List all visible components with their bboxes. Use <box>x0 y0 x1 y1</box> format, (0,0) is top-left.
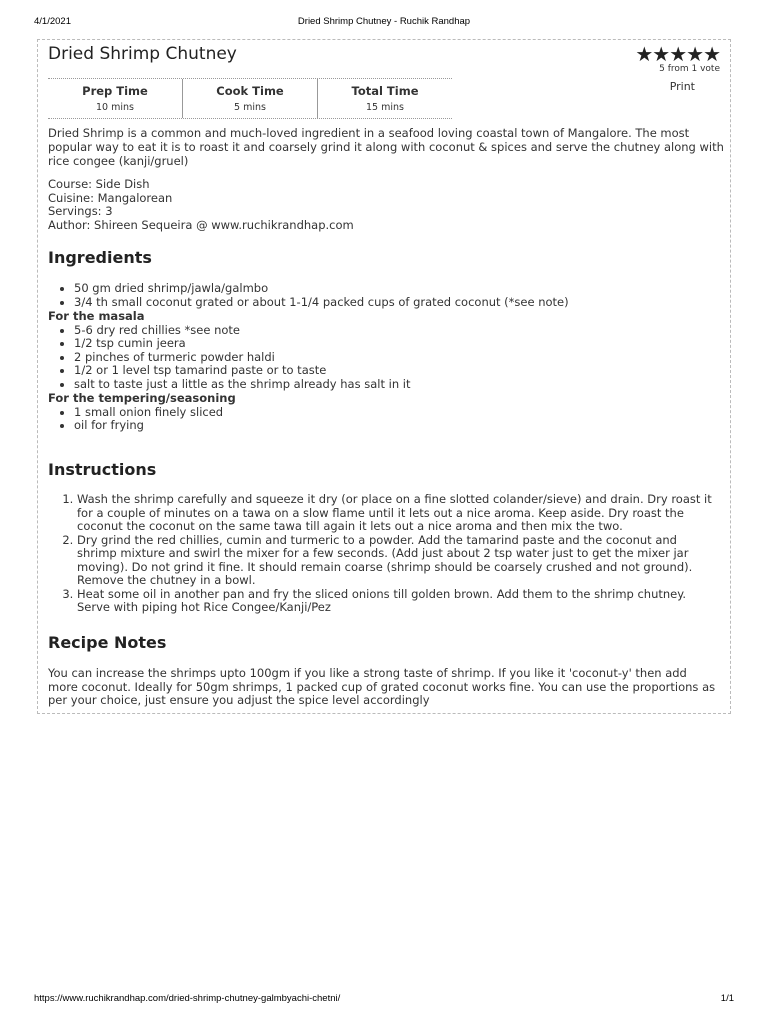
prep-time <box>48 79 182 118</box>
instructions-list <box>48 493 718 615</box>
list-item: • 3/4 th small coconut grated or about 1-1/4 packed cups of grated coconut (*see note) <box>74 296 718 310</box>
recipe-notes: You can increase the shrimps upto 100gm if you like a strong taste of shrimp. If you like it 'coconut-y' then add more coconut. Ideally for 50gm shrimps, 1 packed cup of grated coconut works fine. You can use the proportions as per your choice, just ensure you adjust the spice level accordingly <box>48 666 716 707</box>
rating-text: 5 from 1 vote <box>659 64 720 74</box>
course: Course: Side Dish <box>48 177 150 191</box>
ingredient-group-name: For the masala <box>48 309 145 323</box>
recipe-meta <box>48 178 354 232</box>
recipe-notes-heading: Recipe Notes <box>48 633 167 652</box>
cook-time <box>182 79 317 118</box>
list-item: • 1/2 tsp cumin jeera <box>74 337 718 351</box>
instruction-step: 2. Dry grind the red chillies, cumin and turmeric to a powder. Add the tamarind paste and the coconut and shrimp mixture and swirl the mixer for a few seconds. (Add just about 2 tsp water just to get the mixer jar moving). Do not grind it fine. It should remain coarse (shrimp should be coarsely crushed and not ground). Remove the chutney in a bowl. <box>77 534 718 588</box>
list-item: • 1/2 or 1 level tsp tamarind paste or to taste <box>74 364 718 378</box>
list-item: • 5-6 dry red chillies *see note <box>74 324 718 338</box>
instructions-heading: Instructions <box>48 460 157 479</box>
recipe-title: Dried Shrimp Chutney <box>48 44 237 64</box>
star-rating-icon[interactable]: ★★★★★ <box>635 42 720 66</box>
time-label: Cook Time <box>216 84 284 98</box>
ingredients-list <box>48 282 718 433</box>
instruction-step: 3. Heat some oil in another pan and fry the sliced onions till golden brown. Add them to the shrimp chutney. Serve with piping hot Rice Congee/Kanji/Pez <box>77 588 718 615</box>
list-item: • 2 pinches of turmeric powder haldi <box>74 351 718 365</box>
recipe-times <box>48 78 452 119</box>
time-value: 10 mins <box>96 102 134 113</box>
rating <box>630 42 720 74</box>
recipe-summary: Dried Shrimp is a common and much-loved ingredient in a seafood loving coastal town of Mangalore. The most popular way to eat it is to roast it and coarsely grind it along with coconut & spices and serve the chutney along with rice congee (kanji/gruel) <box>48 126 724 168</box>
print-document-title: Dried Shrimp Chutney - Ruchik Randhap <box>297 16 471 27</box>
time-label: Prep Time <box>82 84 148 98</box>
instruction-step: 1. Wash the shrimp carefully and squeeze it dry (or place on a fine slotted colander/sieve) and drain. Dry roast it for a couple of minutes on a tawa on a slow flame until it lets out a nice aroma. Keep aside. Dry roast the coconut the coconut on the same tawa till again it lets out a nice aroma and then mix the two. <box>77 493 718 534</box>
cuisine: Cuisine: Mangalorean <box>48 190 173 205</box>
total-time <box>317 79 452 118</box>
list-item: • 50 gm dried shrimp/jawla/galmbo <box>74 282 718 296</box>
print-button[interactable]: Print <box>669 80 695 93</box>
print-header <box>34 16 734 30</box>
page-count: 1/1 <box>720 993 734 1004</box>
time-value: 5 mins <box>234 102 266 113</box>
ingredient-group-name: For the tempering/seasoning <box>48 391 236 405</box>
recipe-card <box>37 39 731 714</box>
time-value: 15 mins <box>366 102 404 113</box>
list-item: • 1 small onion finely sliced <box>74 406 718 420</box>
author: Author: Shireen Sequeira @ www.ruchikrandhap.com <box>48 217 354 232</box>
ingredients-heading: Ingredients <box>48 248 152 267</box>
page-url: https://www.ruchikrandhap.com/dried-shrimp-chutney-galmbyachi-chetni/ <box>34 993 341 1004</box>
time-label: Total Time <box>351 84 419 98</box>
servings: Servings: 3 <box>48 204 113 218</box>
print-footer <box>34 993 734 1007</box>
print-date: 4/1/2021 <box>34 16 71 27</box>
list-item: • oil for frying <box>74 419 718 433</box>
list-item: • salt to taste just a little as the shrimp already has salt in it <box>74 378 718 392</box>
